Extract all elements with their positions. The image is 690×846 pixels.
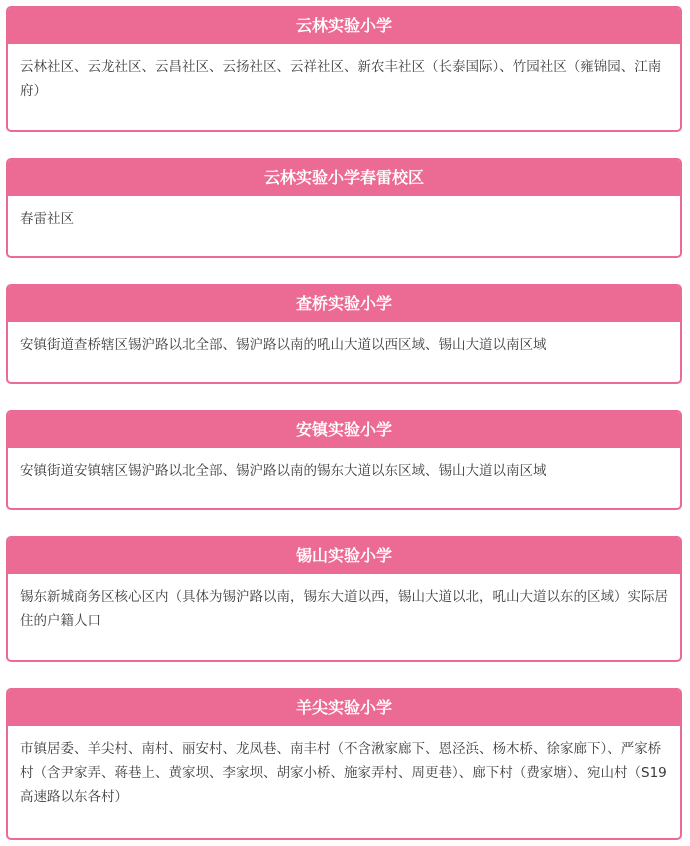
- school-name: 羊尖实验小学: [8, 690, 680, 726]
- school-name: 锡山实验小学: [8, 538, 680, 574]
- school-district-area: 云林社区、云龙社区、云昌社区、云扬社区、云祥社区、新农丰社区（长泰国际）、竹园社区（雍锦园、江南府）: [20, 59, 662, 99]
- school-card: [6, 284, 682, 384]
- school-card: [6, 158, 682, 258]
- school-name: 安镇实验小学: [8, 412, 680, 448]
- school-district-area: 安镇街道查桥辖区锡沪路以北全部、锡沪路以南的吼山大道以西区域、锡山大道以南区域: [20, 337, 547, 353]
- school-card: [6, 536, 682, 662]
- school-card: [6, 410, 682, 510]
- school-name: 云林实验小学春雷校区: [8, 160, 680, 196]
- school-card: [6, 6, 682, 132]
- school-district-area: 锡东新城商务区核心区内（具体为锡沪路以南，锡东大道以西，锡山大道以北，吼山大道以东的区域）实际居住的户籍人口: [20, 589, 668, 629]
- school-district-area: 春雷社区: [20, 211, 74, 227]
- school-name: 云林实验小学: [8, 8, 680, 44]
- school-name: 查桥实验小学: [8, 286, 680, 322]
- school-district-area: 安镇街道安镇辖区锡沪路以北全部、锡沪路以南的锡东大道以东区域、锡山大道以南区域: [20, 463, 547, 479]
- school-district-area: 市镇居委、羊尖村、南村、丽安村、龙凤巷、南丰村（不含湫家廊下、恩泾浜、杨木桥、徐家廊下）、严家桥村（含尹家弄、蒋巷上、黄家坝、李家坝、胡家小桥、施家弄村、周更巷）、廊下村（费家塘）、宛山村（S19高速路以东各村）: [20, 741, 667, 805]
- school-card: [6, 688, 682, 840]
